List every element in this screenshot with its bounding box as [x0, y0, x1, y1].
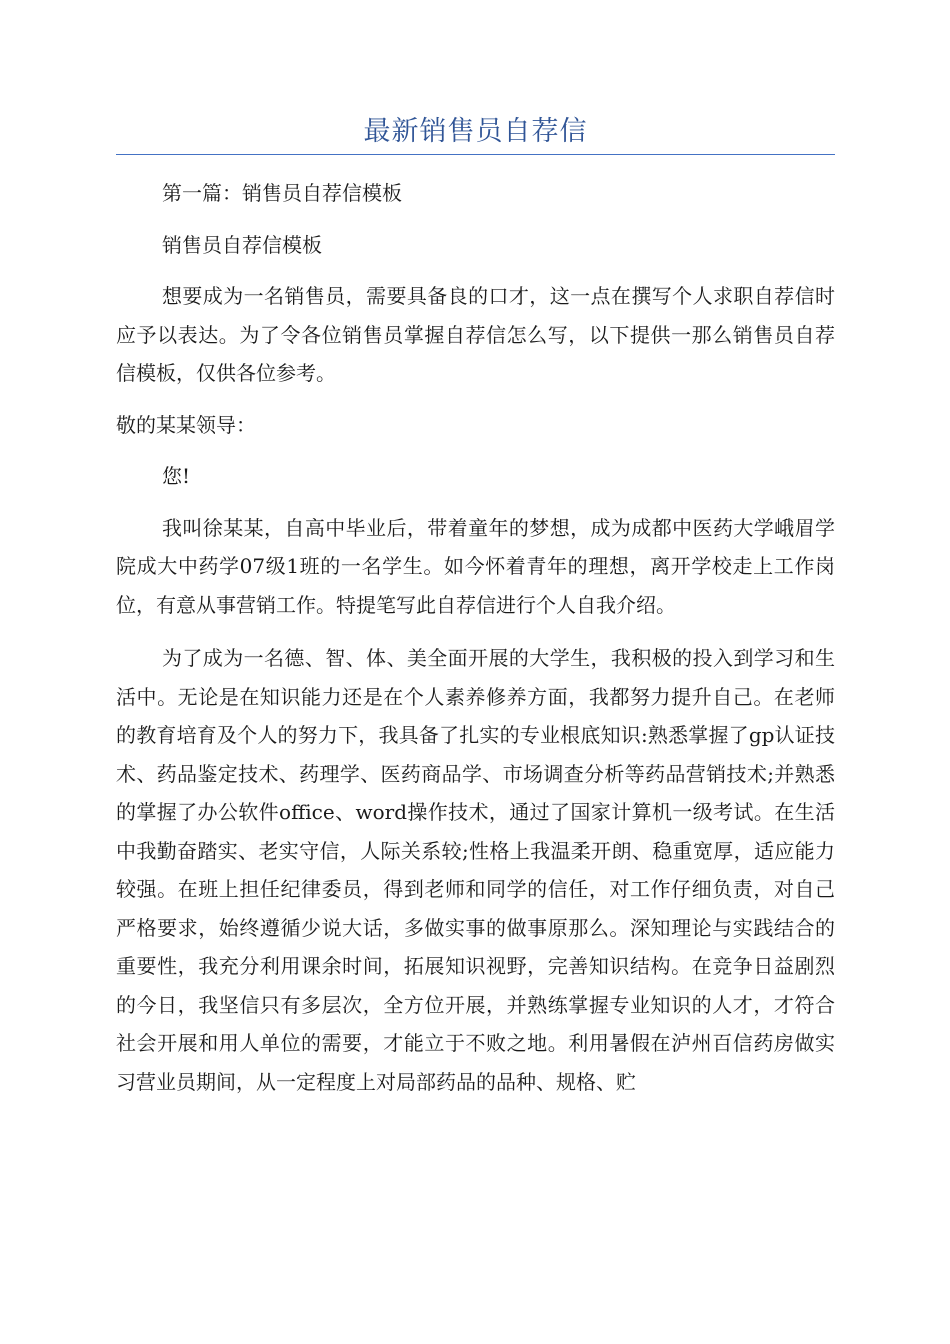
salutation: 敬的某某领导：	[116, 412, 256, 437]
self-introduction-paragraph: 我叫徐某某，自高中毕业后，带着童年的梦想，成为成都中医药大学峨眉学院成大中药学07级1班的一名学生。如今怀着青年的理想，离开学校走上工作岗位，有意从事营销工作。特提笔写此自荐信进行个人自我介绍。	[116, 515, 835, 617]
document-body	[116, 174, 835, 1101]
experience-paragraph: 为了成为一名德、智、体、美全面开展的大学生，我积极的投入到学习和生活中。无论是在知识能力还是在个人素养修养方面，我都努力提升自己。在老师的教育培育及个人的努力下，我具备了扎实的专业根底知识:熟悉掌握了gp认证技术、药品鉴定技术、药理学、医药商品学、市场调查分析等药品营销技术;并熟悉的掌握了办公软件office、word操作技术，通过了国家计算机一级考试。在生活中我勤奋踏实、老实守信，人际关系较;性格上我温柔开朗、稳重宽厚，适应能力较强。在班上担任纪律委员，得到老师和同学的信任，对工作仔细负责，对自己严格要求，始终遵循少说大话，多做实事的做事原那么。深知理论与实践结合的重要性，我充分利用课余时间，拓展知识视野，完善知识结构。在竞争日益剧烈的今日，我坚信只有多层次，全方位开展，并熟练掌握专业知识的人才，才符合社会开展和用人单位的需要，才能立于不败之地。利用暑假在泸州百信药房做实习营业员期间，从一定程度上对局部药品的品种、规格、贮	[116, 646, 835, 1094]
greeting: 您!	[162, 464, 191, 488]
section-heading: 第一篇：销售员自荐信模板	[162, 181, 402, 205]
document-title: 最新销售员自荐信	[363, 116, 588, 147]
title-underline	[116, 154, 835, 155]
template-subtitle: 销售员自荐信模板	[162, 232, 322, 257]
intro-paragraph: 想要成为一名销售员，需要具备良的口才，这一点在撰写个人求职自荐信时应予以表达。为了令各位销售员掌握自荐信怎么写，以下提供一那么销售员自荐信模板，仅供各位参考。	[116, 284, 835, 385]
